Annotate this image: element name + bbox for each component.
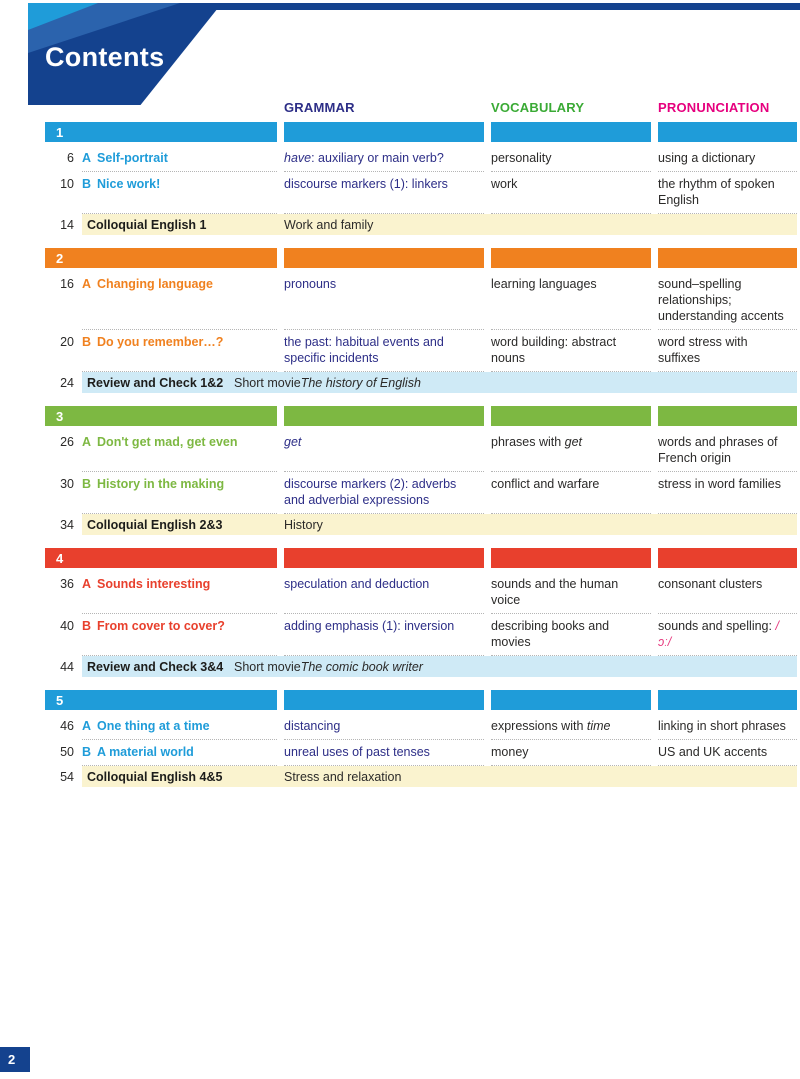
lesson-title-cell — [82, 146, 277, 172]
grammar-cell: speculation and deduction — [284, 572, 484, 614]
lesson-letter: A — [82, 435, 92, 449]
vocabulary-cell: sounds and the human voice — [491, 572, 651, 614]
pronunciation-cell: using a dictionary — [658, 146, 797, 172]
unit-bar — [45, 248, 797, 268]
pronunciation-cell: the rhythm of spoken English — [658, 172, 797, 214]
lesson-row — [45, 430, 797, 472]
lesson-title-cell — [82, 430, 277, 472]
lesson-title-cell — [82, 714, 277, 740]
page-number: 44 — [60, 660, 74, 674]
lesson-letter: B — [82, 745, 92, 759]
unit-bar — [45, 690, 797, 710]
vocabulary-cell: phrases with get — [491, 430, 651, 472]
lesson-row — [45, 330, 797, 372]
vocabulary-cell: learning languages — [491, 272, 651, 330]
lesson-letter: A — [82, 277, 92, 291]
grammar-cell: discourse markers (1): linkers — [284, 172, 484, 214]
pronunciation-cell: consonant clusters — [658, 572, 797, 614]
lesson-row — [45, 146, 797, 172]
unit-bar — [45, 548, 797, 568]
page-number: 20 — [60, 335, 74, 349]
pronunciation-cell: sounds and spelling: /ɔː/ — [658, 614, 797, 656]
lesson-title: Changing language — [97, 277, 214, 291]
review-row — [45, 372, 797, 393]
extra-label: Colloquial English 2&3 — [87, 517, 223, 532]
page-number: 14 — [60, 218, 74, 232]
extra-label: Colloquial English 1 — [87, 217, 207, 232]
page-number: 40 — [60, 619, 74, 633]
extra-label: Colloquial English 4&5 — [87, 769, 223, 784]
pronunciation-cell: stress in word families — [658, 472, 797, 514]
lesson-letter: A — [82, 719, 92, 733]
page-number: 34 — [60, 518, 74, 532]
lesson-letter: B — [82, 477, 92, 491]
review-row — [45, 656, 797, 677]
lesson-title: Don't get mad, get even — [97, 435, 238, 449]
page-number: 6 — [67, 151, 74, 165]
page-number: 30 — [60, 477, 74, 491]
extra-label: Review and Check 1&2 — [87, 375, 224, 390]
lesson-title: Self-portrait — [97, 151, 168, 165]
pronunciation-cell: US and UK accents — [658, 740, 797, 766]
lesson-row — [45, 572, 797, 614]
page-number: 16 — [60, 277, 74, 291]
page-title: Contents — [45, 42, 165, 72]
vocabulary-cell: conflict and warfare — [491, 472, 651, 514]
unit-bar — [45, 122, 797, 142]
lesson-title-cell — [82, 572, 277, 614]
grammar-cell: have: auxiliary or main verb? — [284, 146, 484, 172]
lesson-title-cell — [82, 740, 277, 766]
extra-content: Work and family — [284, 217, 374, 232]
lesson-letter: A — [82, 151, 92, 165]
vocabulary-cell: work — [491, 172, 651, 214]
grammar-cell: get — [284, 430, 484, 472]
vocabulary-cell: describing books and movies — [491, 614, 651, 656]
unit-number: 3 — [56, 408, 64, 424]
lesson-row — [45, 714, 797, 740]
lesson-title: Do you remember…? — [97, 335, 224, 349]
lesson-title: Sounds interesting — [97, 577, 211, 591]
lesson-letter: B — [82, 177, 92, 191]
colloquial-row — [45, 514, 797, 535]
extra-content: Short movie The comic book writer — [234, 659, 423, 674]
lesson-row — [45, 272, 797, 330]
column-header-grammar: GRAMMAR — [284, 100, 355, 115]
vocabulary-cell: expressions with time — [491, 714, 651, 740]
unit-number: 1 — [56, 124, 64, 140]
column-header-pronunciation: PRONUNCIATION — [658, 100, 770, 115]
lesson-title-cell — [82, 172, 277, 214]
lesson-letter: B — [82, 619, 92, 633]
lesson-row — [45, 614, 797, 656]
extra-content: History — [284, 517, 323, 532]
grammar-cell: distancing — [284, 714, 484, 740]
lesson-letter: B — [82, 335, 92, 349]
page-number: 36 — [60, 577, 74, 591]
lesson-title: History in the making — [97, 477, 225, 491]
pronunciation-cell: words and phrases of French origin — [658, 430, 797, 472]
extra-content: Stress and relaxation — [284, 769, 402, 784]
grammar-cell: unreal uses of past tenses — [284, 740, 484, 766]
pronunciation-cell: sound–spelling relationships; understanding accents — [658, 272, 797, 330]
lesson-letter: A — [82, 577, 92, 591]
page-number: 46 — [60, 719, 74, 733]
page-number: 26 — [60, 435, 74, 449]
lesson-title: Nice work! — [97, 177, 161, 191]
lesson-title-cell — [82, 472, 277, 514]
grammar-cell: pronouns — [284, 272, 484, 330]
extra-label: Review and Check 3&4 — [87, 659, 224, 674]
vocabulary-cell: money — [491, 740, 651, 766]
lesson-row — [45, 172, 797, 214]
lesson-title-cell — [82, 272, 277, 330]
lesson-title: One thing at a time — [97, 719, 210, 733]
lesson-row — [45, 472, 797, 514]
unit-number: 2 — [56, 250, 64, 266]
lesson-row — [45, 740, 797, 766]
vocabulary-cell: personality — [491, 146, 651, 172]
vocabulary-cell: word building: abstract nouns — [491, 330, 651, 372]
page-number: 10 — [60, 177, 74, 191]
grammar-cell: adding emphasis (1): inversion — [284, 614, 484, 656]
footer-page-number: 2 — [0, 1047, 30, 1072]
column-header-vocabulary: VOCABULARY — [491, 100, 585, 115]
lesson-title: A material world — [97, 745, 194, 759]
page-number: 24 — [60, 376, 74, 390]
colloquial-row — [45, 214, 797, 235]
pronunciation-cell: linking in short phrases — [658, 714, 797, 740]
column-header-row — [45, 100, 797, 117]
grammar-cell: the past: habitual events and specific incidents — [284, 330, 484, 372]
lesson-title: From cover to cover? — [97, 619, 225, 633]
page-number: 54 — [60, 770, 74, 784]
page-number: 50 — [60, 745, 74, 759]
colloquial-row — [45, 766, 797, 787]
lesson-title-cell — [82, 614, 277, 656]
unit-number: 5 — [56, 692, 64, 708]
extra-content: Short movie The history of English — [234, 375, 421, 390]
unit-bar — [45, 406, 797, 426]
lesson-title-cell — [82, 330, 277, 372]
unit-number: 4 — [56, 550, 64, 566]
grammar-cell: discourse markers (2): adverbs and adverbial expressions — [284, 472, 484, 514]
pronunciation-cell: word stress with suffixes — [658, 330, 797, 372]
